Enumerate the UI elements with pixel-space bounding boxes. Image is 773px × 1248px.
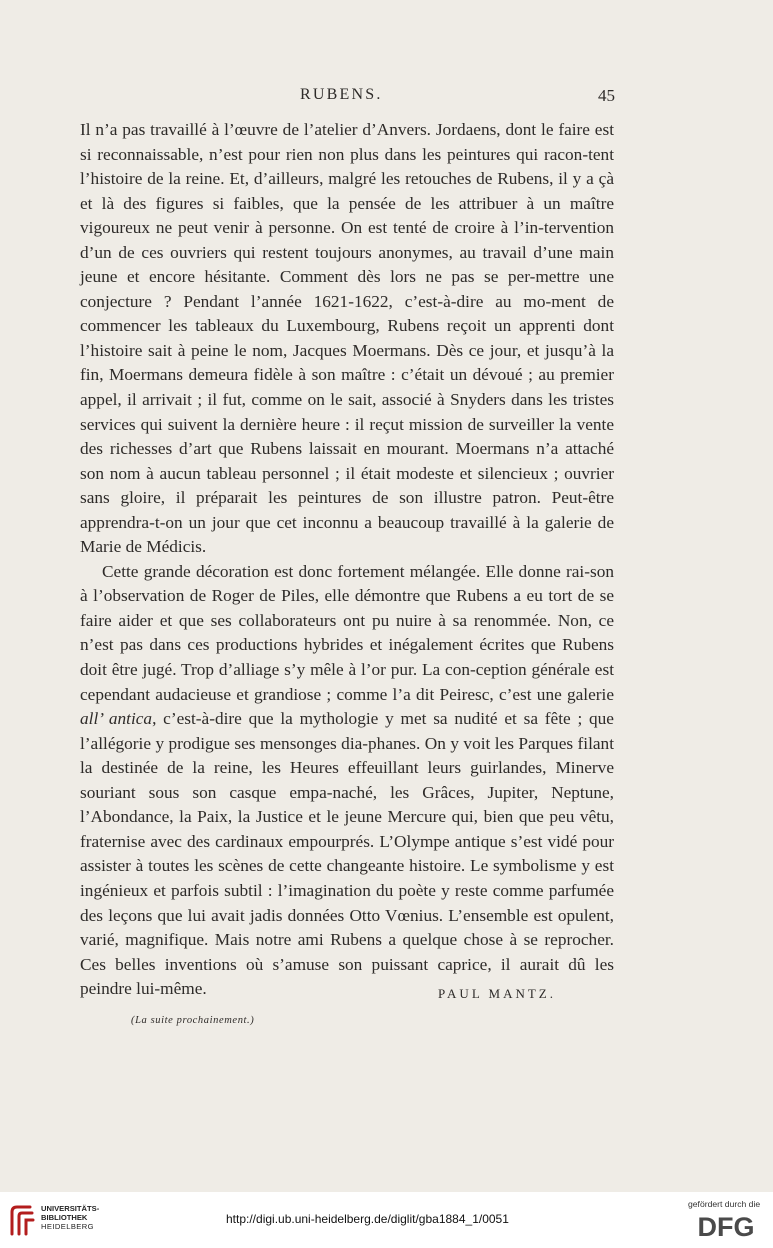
paragraph-2 bbox=[80, 560, 614, 1002]
running-head bbox=[0, 86, 773, 108]
italic-phrase: all’ antica bbox=[80, 709, 153, 729]
dfg-logo-text: DFG bbox=[697, 1212, 755, 1240]
digitization-footer bbox=[0, 1192, 773, 1248]
library-name-line-3: HEIDELBERG bbox=[41, 1222, 94, 1231]
funding-note: gefördert durch die bbox=[688, 1199, 761, 1209]
article-body bbox=[80, 118, 614, 1002]
running-title: RUBENS. bbox=[300, 86, 383, 103]
paragraph-2-text-end: , c’est-à-dire que la mythologie y met sa nudité et sa fête ; que l’allégorie y prodigue ses mensonges dia-phanes. On y voit les Parques filant la destinée de la reine, les Heures effeuillant leurs guirlandes, Minerve souriant sous son casque empa-naché, les Grâces, Jupiter, Neptune, l’Abondance, la Paix, la Justice et le jeune Mercure qui, bien que peu vêtu, fraternise avec des cardinaux empourprés. L’Olympe antique s’est vidé pour assister à toutes les scènes de cette changeante histoire. Le symbolisme y est ingénieux et parfois subtil : l’imagination du poète y reste comme parfumée des leçons que lui avait jadis données Otto Vœnius. L’ensemble est opulent, varié, magnifique. Mais notre ami Rubens a quelque chose à se reprocher. Ces belles inventions où s’amuse son puissant caprice, il aurait dû les peindre lui-même. bbox=[80, 709, 614, 999]
permalink-url[interactable]: http://digi.ub.uni-heidelberg.de/diglit/gba1884_1/0051 bbox=[226, 1212, 509, 1226]
paragraph-2-text-start: Cette grande décoration est donc fortement mélangée. Elle donne rai-son à l’observation de Roger de Piles, elle démontre que Rubens a eu tort de se faire aider et que ses collaborateurs ont pu nuire à sa renommée. Non, ce n’est pas dans ces productions hybrides et inégalement écrites que Rubens doit être jugé. Trop d’alliage s’y mêle à l’or pur. La con-ception générale est cependant audacieuse et grandiose ; comme l’a dit Peiresc, c’est une galerie bbox=[80, 561, 614, 704]
library-logo-icon[interactable] bbox=[8, 1204, 36, 1236]
page-number: 45 bbox=[598, 86, 615, 105]
library-name-line-2: BIBLIOTHEK bbox=[41, 1213, 88, 1222]
paragraph-1: Il n’a pas travaillé à l’œuvre de l’atelier d’Anvers. Jordaens, dont le faire est si reconnaissable, n’est pour rien non plus dans les peintures qui racon-tent l’histoire de la reine. Et, d’ailleurs, malgré les retouches de Rubens, il y a çà et là des figures si faibles, que la pensée de les attribuer à un maître vigoureux ne peut venir à personne. On est tenté de croire à l’in-tervention d’un de ces ouvriers qui restent toujours anonymes, au travail d’une main jeune et encore hésitante. Comment dès lors ne pas se per-mettre une conjecture ? Pendant l’année 1621-1622, c’est-à-dire au mo-ment de commencer les tableaux du Luxembourg, Rubens reçoit un apprenti dont l’histoire sait à peine le nom, Jacques Moermans. Dès ce jour, et jusqu’à la fin, Moermans demeura fidèle à son maître : c’était un dévoué ; au premier appel, il arrivait ; il fut, comme on le sait, associé à Snyders dans les tristes services qui suivent la dernière heure : il reçut mission de surveiller la vente des richesses d’art que Rubens laissait en mourant. Moermans n’a attaché son nom à aucun tableau personnel ; il était modeste et silencieux ; ouvrier sans gloire, il préparait les peintures de son illustre patron. Peut-être apprendra-t-on un jour que cet inconnu a beaucoup travaillé à la galerie de Marie de Médicis. bbox=[80, 120, 614, 557]
dfg-logo-icon[interactable] bbox=[688, 1212, 764, 1240]
continued-note: (La suite prochainement.) bbox=[131, 1015, 255, 1026]
library-name-line-1: UNIVERSITÄTS- bbox=[41, 1204, 100, 1213]
library-name[interactable] bbox=[41, 1204, 99, 1231]
author-signature: PAUL MANTZ. bbox=[438, 986, 556, 1001]
